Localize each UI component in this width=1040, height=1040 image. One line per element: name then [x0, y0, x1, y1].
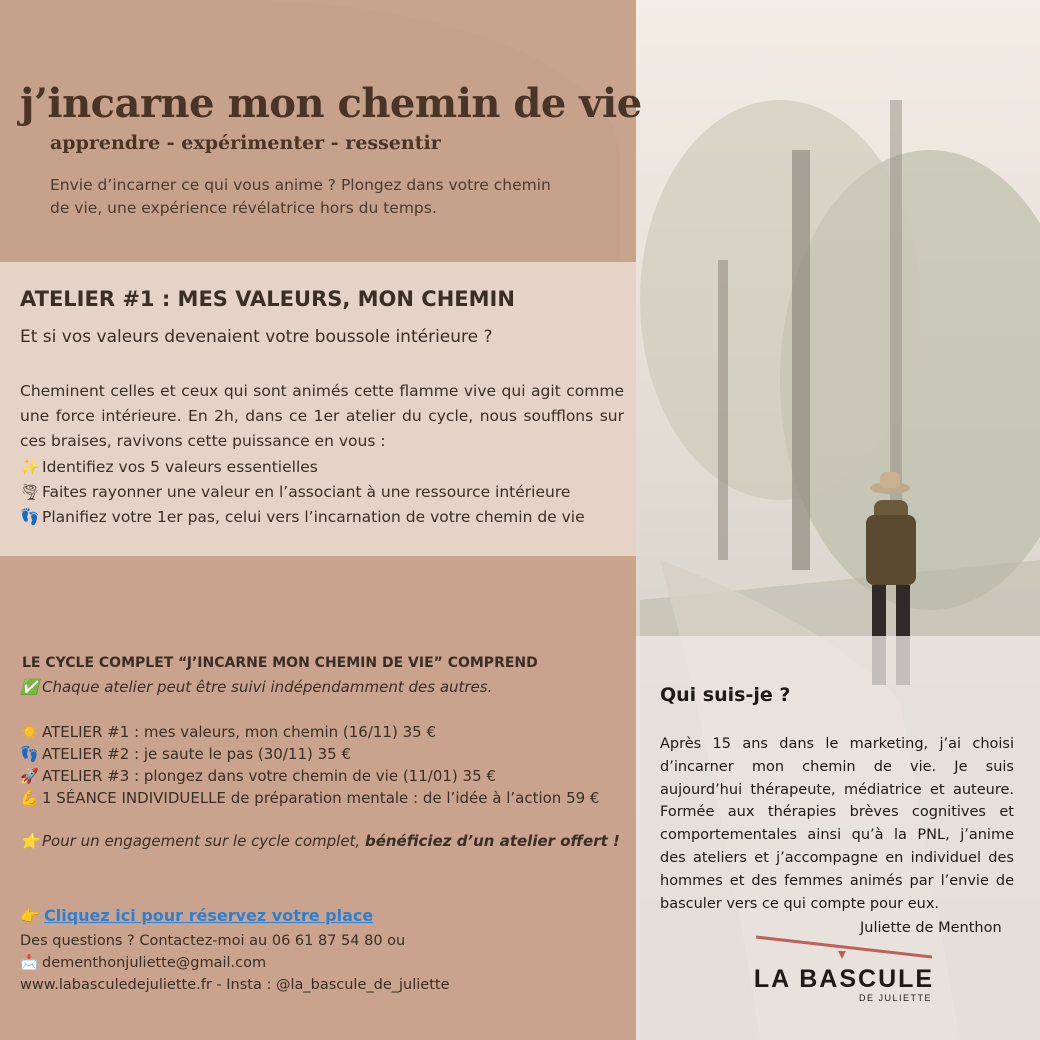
cycle-title: LE CYCLE COMPLET “J’INCARNE MON CHEMIN DE VIE” COMPREND [22, 655, 538, 671]
atelier-description: Cheminent celles et ceux qui sont animés cette flamme vive qui agit comme une force intérieure. En 2h, dans ce 1er atelier du cycle, nous soufflons sur ces braises, ravivons cette puissance en vous : [20, 382, 624, 450]
list-item: 💪 1 SÉANCE INDIVIDUELLE de préparation mentale : de l’idée à l’action 59 € [20, 789, 600, 807]
list-item: 👣 ATELIER #2 : je saute le pas (30/11) 35 € [20, 745, 352, 763]
logo-name: LA BASCULE [753, 965, 935, 993]
page-title: j’incarne mon chemin de vie [20, 80, 642, 127]
tornado-icon: 🌪 [20, 483, 40, 501]
check-icon: ✅ [20, 678, 39, 696]
email-line[interactable]: 📩 dementhonjuliette@gmail.com [20, 952, 450, 974]
about-title: Qui suis-je ? [660, 684, 791, 706]
page-subtitle: apprendre - expérimenter - ressentir [50, 132, 441, 154]
list-item: 👣 Planifiez votre 1er pas, celui vers l’incarnation de votre chemin de vie [20, 505, 630, 530]
list-item: ✨ Identifiez vos 5 valeurs essentielles [20, 455, 630, 480]
about-text: Après 15 ans dans le marketing, j’ai choisi d’incarner mon chemin de vie. Je suis aujourd’hui thérapeute, médiatrice et auteure. Formée aux thérapies brèves cognitives et comportementales ainsi qu’à la PNL, j’anime des ateliers et j’accompagne en individuel des hommes et des femmes animés par l’envie de basculer vers ce qui compte pour eux. [660, 736, 1014, 912]
cycle-note: ✅ Chaque atelier peut être suivi indépendamment des autres. [20, 678, 493, 696]
atelier-bullets [20, 455, 630, 530]
phone-line: Des questions ? Contactez-moi au 06 61 87 54 80 ou [20, 933, 406, 949]
envelope-icon: 📩 [20, 955, 39, 971]
pointing-hand-icon: 👉 [20, 906, 40, 925]
list-item: 🌪 Faites rayonner une valeur en l’associant à une ressource intérieure [20, 480, 630, 505]
sun-icon: ☀️ [20, 723, 39, 741]
website-line[interactable]: www.labasculedejuliette.fr - Insta : @la_bascule_de_juliette [20, 977, 450, 993]
intro-text: Envie d’incarner ce qui vous anime ? Plongez dans votre chemin de vie, une expérience révélatrice hors du temps. [50, 176, 551, 217]
muscle-icon: 💪 [20, 789, 39, 807]
atelier-title: ATELIER #1 : MES VALEURS, MON CHEMIN [20, 287, 515, 311]
rocket-icon: 🚀 [20, 767, 39, 785]
la-bascule-logo [752, 935, 936, 1005]
sparkles-icon: ✨ [20, 458, 40, 476]
star-icon: ⭐ [20, 832, 39, 850]
reserve-link[interactable]: 👉 Cliquez ici pour réservez votre place [20, 906, 374, 925]
contact-block [20, 930, 450, 996]
atelier-question: Et si vos valeurs devenaient votre boussole intérieure ? [20, 327, 493, 347]
footprints-icon: 👣 [20, 508, 40, 526]
list-item: 🚀 ATELIER #3 : plongez dans votre chemin de vie (11/01) 35 € [20, 767, 496, 785]
list-item: ☀️ ATELIER #1 : mes valeurs, mon chemin (16/11) 35 € [20, 723, 436, 741]
cycle-list [20, 721, 599, 809]
footprints-icon: 👣 [20, 745, 39, 763]
offer-text: ⭐ Pour un engagement sur le cycle complet, bénéficiez d’un atelier offert ! [20, 832, 620, 850]
signature: Juliette de Menthon [860, 920, 1002, 936]
logo-tagline: DE JULIETTE [858, 993, 932, 1003]
